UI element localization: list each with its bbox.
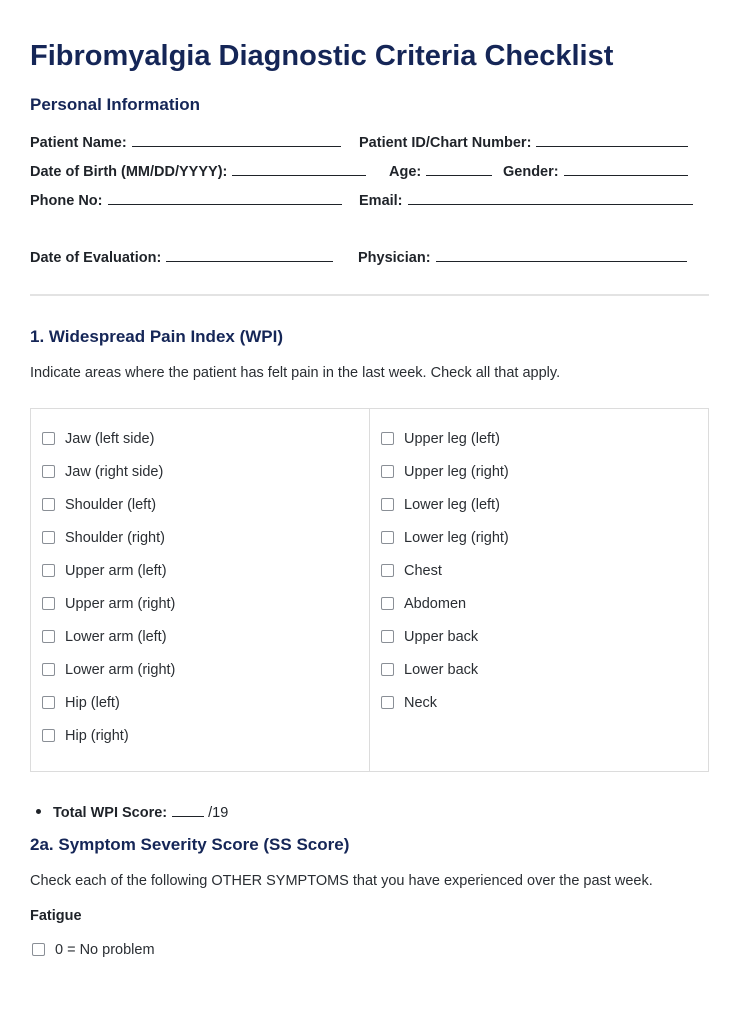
- total-wpi-field[interactable]: [172, 802, 204, 817]
- column-divider: [369, 409, 370, 771]
- age-label: Age:: [389, 164, 422, 180]
- checkbox[interactable]: [381, 564, 394, 577]
- total-wpi-suffix: /19: [208, 805, 229, 821]
- wpi-checklist-box: [30, 408, 709, 772]
- patient-id-label: Patient ID/Chart Number:: [359, 135, 532, 151]
- pain-area-item[interactable]: [42, 429, 154, 449]
- pain-area-label: Hip (left): [65, 695, 120, 711]
- pain-area-label: Jaw (right side): [65, 464, 164, 480]
- pain-area-item[interactable]: [42, 594, 175, 614]
- gender-field[interactable]: [564, 161, 688, 176]
- email-row: [359, 190, 693, 209]
- pain-area-item[interactable]: [42, 660, 175, 680]
- pain-area-label: Jaw (left side): [65, 431, 155, 447]
- checkbox[interactable]: [381, 531, 394, 544]
- pain-area-label: Upper arm (left): [65, 563, 167, 579]
- checkbox[interactable]: [42, 663, 55, 676]
- pain-area-item[interactable]: [42, 726, 129, 746]
- pain-area-label: Shoulder (left): [65, 497, 157, 513]
- checkbox[interactable]: [42, 432, 55, 445]
- physician-row: [358, 247, 687, 266]
- total-wpi-label: Total WPI Score:: [53, 805, 168, 821]
- personal-info-heading: Personal Information: [30, 95, 201, 114]
- pain-area-item[interactable]: [381, 594, 466, 614]
- pain-area-label: Lower arm (right): [65, 662, 176, 678]
- pain-area-item[interactable]: [381, 660, 478, 680]
- checkbox[interactable]: [381, 498, 394, 511]
- patient-name-row: [30, 132, 341, 151]
- pain-area-label: Upper leg (left): [404, 431, 500, 447]
- fatigue-label: Fatigue: [30, 908, 82, 924]
- pain-area-item[interactable]: [381, 627, 478, 647]
- checkbox[interactable]: [42, 630, 55, 643]
- pain-area-label: Hip (right): [65, 728, 129, 744]
- wpi-heading: 1. Widespread Pain Index (WPI): [30, 327, 284, 346]
- email-label: Email:: [359, 193, 403, 209]
- pain-area-label: Shoulder (right): [65, 530, 165, 546]
- checkbox[interactable]: [42, 564, 55, 577]
- checkbox[interactable]: [381, 432, 394, 445]
- pain-area-item[interactable]: [42, 627, 167, 647]
- pain-area-label: Neck: [404, 695, 438, 711]
- dob-label: Date of Birth (MM/DD/YYYY):: [30, 164, 228, 180]
- phone-field[interactable]: [108, 190, 342, 205]
- pain-area-label: Lower arm (left): [65, 629, 167, 645]
- age-field[interactable]: [426, 161, 492, 176]
- pain-area-label: Lower back: [404, 662, 479, 678]
- dob-row: [30, 161, 366, 180]
- pain-area-label: Lower leg (left): [404, 497, 500, 513]
- eval-date-field[interactable]: [166, 247, 333, 262]
- pain-area-item[interactable]: [381, 429, 500, 449]
- checkbox[interactable]: [32, 943, 45, 956]
- fatigue-option-label: 0 = No problem: [55, 942, 155, 958]
- patient-id-field[interactable]: [536, 132, 688, 147]
- patient-name-label: Patient Name:: [30, 135, 127, 151]
- dob-field[interactable]: [232, 161, 366, 176]
- pain-area-label: Abdomen: [404, 596, 467, 612]
- pain-area-item[interactable]: [381, 528, 509, 548]
- fatigue-option[interactable]: [32, 940, 155, 960]
- checkbox[interactable]: [42, 465, 55, 478]
- pain-area-item[interactable]: [42, 561, 167, 581]
- section-divider: [30, 294, 709, 296]
- pain-area-item[interactable]: [42, 693, 120, 713]
- checkbox[interactable]: [42, 597, 55, 610]
- pain-area-item[interactable]: [381, 561, 442, 581]
- checkbox[interactable]: [42, 531, 55, 544]
- pain-area-label: Chest: [404, 563, 442, 579]
- pain-area-item[interactable]: [42, 495, 156, 515]
- checkbox[interactable]: [381, 663, 394, 676]
- eval-date-row: [30, 247, 333, 266]
- pain-area-label: Upper leg (right): [404, 464, 509, 480]
- bullet-icon: [36, 809, 41, 814]
- pain-area-label: Upper back: [404, 629, 479, 645]
- gender-row: [503, 161, 688, 180]
- email-field[interactable]: [408, 190, 693, 205]
- age-row: [389, 161, 492, 180]
- physician-field[interactable]: [436, 247, 687, 262]
- pain-area-item[interactable]: [381, 462, 509, 482]
- pain-area-label: Lower leg (right): [404, 530, 509, 546]
- pain-area-item[interactable]: [381, 693, 437, 713]
- pain-area-label: Upper arm (right): [65, 596, 176, 612]
- checkbox[interactable]: [42, 696, 55, 709]
- checkbox[interactable]: [381, 597, 394, 610]
- total-wpi-score: [36, 802, 228, 821]
- checkbox[interactable]: [381, 465, 394, 478]
- gender-label: Gender:: [503, 164, 559, 180]
- wpi-instruction: Indicate areas where the patient has felt pain in the last week. Check all that apply.: [30, 365, 561, 381]
- patient-name-field[interactable]: [132, 132, 341, 147]
- patient-id-row: [359, 132, 688, 151]
- pain-area-item[interactable]: [42, 462, 163, 482]
- eval-date-label: Date of Evaluation:: [30, 250, 162, 266]
- checkbox[interactable]: [42, 729, 55, 742]
- checkbox[interactable]: [381, 630, 394, 643]
- physician-label: Physician:: [358, 250, 431, 266]
- page-title: Fibromyalgia Diagnostic Criteria Checklist: [30, 40, 614, 72]
- phone-row: [30, 190, 342, 209]
- ss-instruction: Check each of the following OTHER SYMPTOMS that you have experienced over the past week.: [30, 873, 653, 889]
- phone-label: Phone No:: [30, 193, 103, 209]
- pain-area-item[interactable]: [42, 528, 165, 548]
- pain-area-item[interactable]: [381, 495, 500, 515]
- checkbox[interactable]: [42, 498, 55, 511]
- ss-heading: 2a. Symptom Severity Score (SS Score): [30, 835, 350, 854]
- checkbox[interactable]: [381, 696, 394, 709]
